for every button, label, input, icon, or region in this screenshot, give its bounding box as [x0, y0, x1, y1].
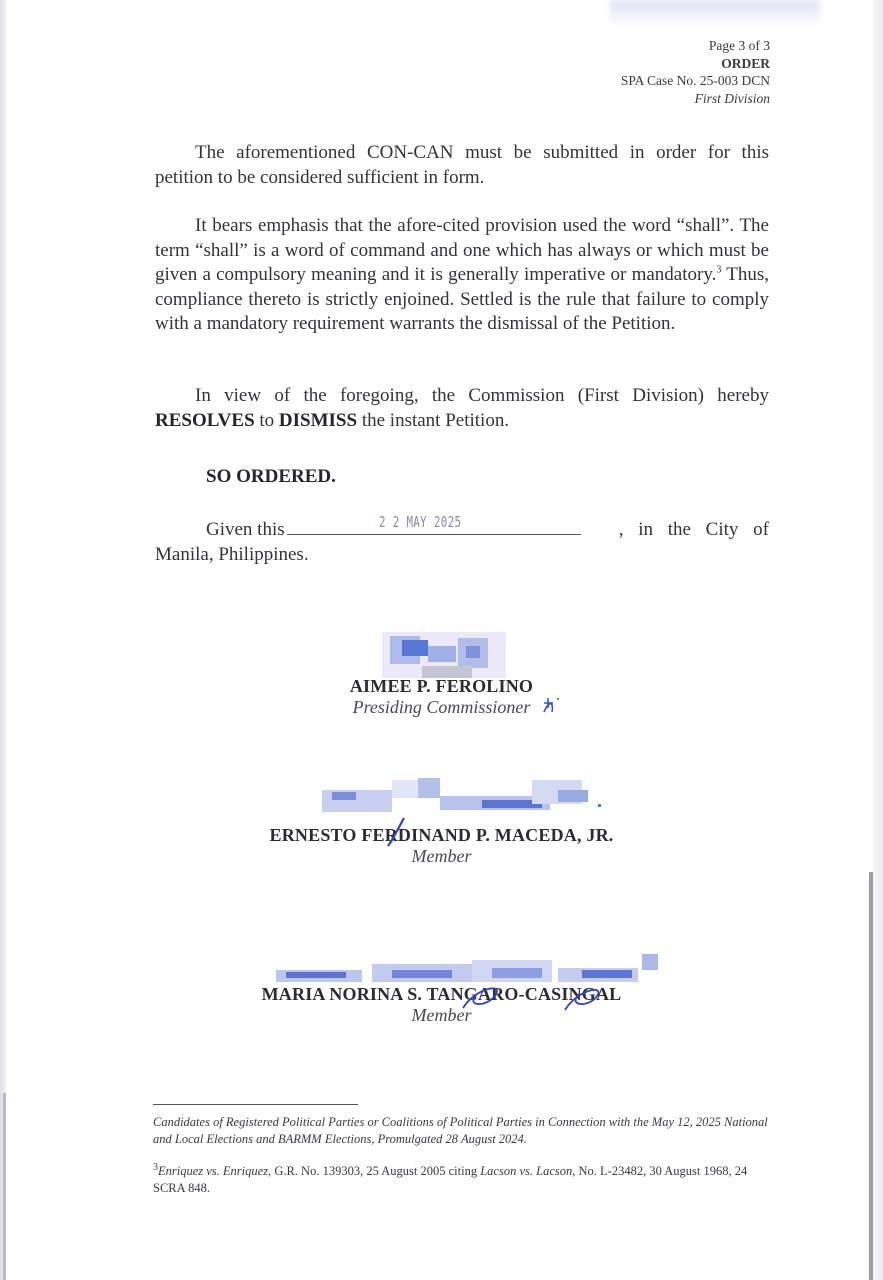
paragraph-dispositive [155, 384, 769, 433]
footnote-ref-3: 3 [716, 264, 722, 276]
signature-redacted-2 [322, 774, 612, 816]
footnote-2 [153, 1114, 773, 1148]
page-edge-left [0, 0, 6, 1280]
signatory-2 [0, 825, 883, 867]
ink-bleed-through [610, 0, 820, 24]
so-ordered: SO ORDERED. [206, 466, 336, 487]
footnote-text: Candidates of Registered Political Parties or Coalitions of Political Parties in Connection with the May 12, 2025 National and Local Elections and BARMM Elections, Promulgated 28 August 2024. [153, 1115, 768, 1146]
paragraph-text: Thus, compliance thereto is strictly enjoined. Settled is the rule that failure to comply with a mandatory requirement warrants the dismissal of the Petition. [155, 264, 769, 334]
signatory-title: Presiding Commissioner [352, 697, 531, 717]
paragraph-text: It bears emphasis that the afore-cited provision used the word “shall”. The term “shall” is a word of command and one which has always or which must be given a compulsory meaning and it is generally imperative or mandatory. [155, 215, 769, 285]
paragraph-con-can [155, 141, 769, 190]
page-number: Page 3 of 3 [708, 38, 770, 53]
page-header [621, 37, 770, 107]
footnote-separator [153, 1104, 358, 1105]
signatory-name: AIMEE P. FEROLINO [349, 676, 534, 696]
footnote-number: 3 [153, 1161, 158, 1173]
signatory-name: ERNESTO FERDINAND P. MACEDA, JR. [269, 825, 614, 845]
given-suffix: , in the City of [618, 519, 769, 540]
given-clause [155, 514, 769, 567]
paragraph-text: to [254, 409, 279, 431]
page-edge-left-shadow [3, 1093, 6, 1280]
date-stamp: 2 2 MAY 2025 [378, 513, 461, 531]
footnote-text: G.R. No. 139303, 25 August 2005 citing [271, 1164, 481, 1178]
signatory-title: Member [411, 1005, 472, 1025]
paragraph-text: the instant Petition. [357, 409, 510, 431]
initial-mark-icon [540, 694, 562, 716]
footnote-3 [153, 1163, 773, 1197]
dismiss-text: DISMISS [278, 409, 358, 431]
page-edge-right-shadow [869, 872, 873, 1280]
given-prefix: Given this [206, 519, 285, 540]
resolves-text: RESOLVES [155, 409, 255, 431]
signature-redacted-1 [382, 624, 506, 682]
document-type: ORDER [721, 55, 770, 71]
pen-stroke-mark [384, 816, 408, 850]
signatory-3 [0, 984, 883, 1026]
page-edge-right [873, 0, 883, 1280]
case-citation: Enriquez vs. Enriquez, [158, 1164, 272, 1178]
signatory-title: Member [411, 846, 472, 866]
division: First Division [694, 90, 770, 106]
case-number: SPA Case No. 25-003 DCN [620, 73, 770, 88]
date-blank [287, 514, 581, 535]
pen-loop-marks [455, 978, 615, 1014]
signatory-1 [0, 676, 883, 718]
paragraph-text: In view of the foregoing, the Commission (First Division) hereby [195, 385, 769, 406]
paragraph-text: The aforementioned CON-CAN must be submitted in order for this petition to be considered sufficient in form. [155, 142, 769, 188]
footnote-text: No. L-23482, 30 August 1968, 24 SCRA 848. [153, 1164, 748, 1195]
paragraph-shall [155, 214, 769, 337]
case-citation: Lacson vs. Lacson, [480, 1164, 576, 1178]
signatory-name: MARIA NORINA S. TANGARO-CASINGAL [261, 984, 622, 1004]
given-location: Manila, Philippines. [155, 543, 309, 565]
